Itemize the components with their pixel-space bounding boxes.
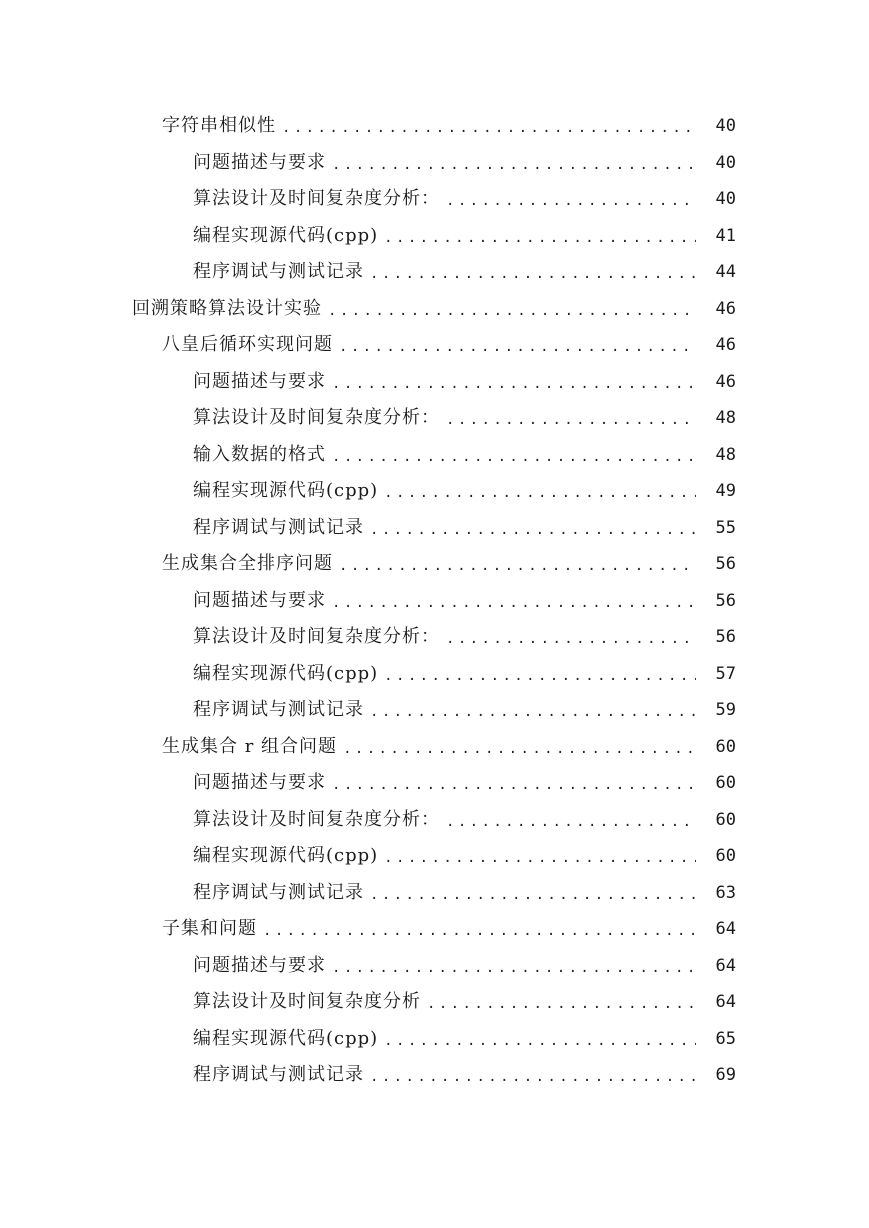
toc-entry[interactable] xyxy=(0,1057,869,1094)
toc-entry-title: 算法设计及时间复杂度分析： xyxy=(193,188,440,209)
dot-leader xyxy=(446,619,696,656)
toc-entry[interactable] xyxy=(0,583,869,620)
toc-entry[interactable] xyxy=(0,656,869,693)
toc-entry-page-number: 41 xyxy=(715,225,736,246)
toc-entry-page-number: 55 xyxy=(715,517,736,538)
toc-entry[interactable] xyxy=(0,181,869,218)
toc-entry-title: 子集和问题 xyxy=(162,918,257,939)
toc-entry-title: 生成集合 r 组合问题 xyxy=(162,735,338,757)
toc-entry[interactable] xyxy=(0,875,869,912)
toc-entry-title: 问题描述与要求 xyxy=(193,370,326,392)
toc-entry[interactable] xyxy=(0,984,869,1021)
toc-entry-page-number: 48 xyxy=(715,408,736,428)
dot-leader xyxy=(332,145,696,182)
toc-entry-page-number: 63 xyxy=(715,882,736,903)
toc-entry[interactable] xyxy=(0,619,869,656)
toc-entry[interactable] xyxy=(0,473,869,510)
toc-entry[interactable] xyxy=(0,364,869,401)
toc-entry-page-number: 40 xyxy=(715,189,736,209)
toc-entry-title: 算法设计及时间复杂度分析： xyxy=(193,626,440,647)
dot-leader xyxy=(328,291,696,328)
dot-leader xyxy=(332,948,696,985)
dot-leader xyxy=(282,108,696,145)
toc-entry[interactable] xyxy=(0,254,869,291)
dot-leader xyxy=(370,692,696,729)
toc-entry-title: 回溯策略算法设计实验 xyxy=(132,297,322,319)
toc-entry-title: 编程实现源代码(cpp) xyxy=(193,845,379,866)
toc-entry-page-number: 65 xyxy=(715,1028,736,1049)
toc-entry-page-number: 40 xyxy=(715,116,736,136)
dot-leader xyxy=(446,400,696,437)
dot-leader xyxy=(384,656,696,693)
dot-leader xyxy=(332,583,696,620)
dot-leader xyxy=(263,911,696,948)
toc-entry[interactable] xyxy=(0,802,869,839)
toc-entry-title: 问题描述与要求 xyxy=(193,954,326,976)
toc-entry-title: 程序调试与测试记录 xyxy=(193,699,364,720)
toc-entry-page-number: 56 xyxy=(715,590,736,611)
toc-entry-title: 字符串相似性 xyxy=(162,115,276,136)
toc-entry-title: 程序调试与测试记录 xyxy=(193,881,364,903)
toc-entry-page-number: 40 xyxy=(715,152,736,173)
dot-leader xyxy=(339,327,696,364)
toc-entry-page-number: 57 xyxy=(715,663,736,684)
toc-entry[interactable] xyxy=(0,911,869,948)
toc-entry-page-number: 59 xyxy=(715,700,736,720)
dot-leader xyxy=(446,181,696,218)
toc-entry-page-number: 60 xyxy=(715,736,736,757)
toc-entry-title: 编程实现源代码(cpp) xyxy=(193,662,379,684)
toc-entry-title: 算法设计及时间复杂度分析 xyxy=(193,991,421,1012)
toc-entry-title: 程序调试与测试记录 xyxy=(193,261,364,282)
toc-entry[interactable] xyxy=(0,1021,869,1058)
toc-entry[interactable] xyxy=(0,510,869,547)
toc-entry[interactable] xyxy=(0,145,869,182)
dot-leader xyxy=(370,1057,696,1094)
dot-leader xyxy=(384,838,696,875)
toc-entry-title: 算法设计及时间复杂度分析： xyxy=(193,808,440,830)
toc-entry-page-number: 64 xyxy=(715,955,736,976)
dot-leader xyxy=(370,254,696,291)
toc-entry-title: 生成集合全排序问题 xyxy=(162,553,333,574)
dot-leader xyxy=(332,437,696,474)
toc-entry-page-number: 60 xyxy=(715,846,736,866)
toc-entry-title: 问题描述与要求 xyxy=(193,772,326,793)
dot-leader xyxy=(384,218,696,255)
toc-entry-title: 问题描述与要求 xyxy=(193,151,326,173)
toc-entry[interactable] xyxy=(0,948,869,985)
toc-entry-page-number: 60 xyxy=(715,809,736,830)
toc-entry[interactable] xyxy=(0,327,869,364)
toc-entry-page-number: 69 xyxy=(715,1065,736,1085)
dot-leader xyxy=(343,729,696,766)
toc-entry-page-number: 46 xyxy=(715,371,736,392)
toc-entry[interactable] xyxy=(0,437,869,474)
dot-leader xyxy=(332,765,696,802)
toc-entry-title: 算法设计及时间复杂度分析： xyxy=(193,407,440,428)
toc-entry-page-number: 64 xyxy=(715,992,736,1012)
toc-entry-title: 程序调试与测试记录 xyxy=(193,1064,364,1085)
toc-entry-title: 编程实现源代码(cpp) xyxy=(193,224,379,246)
toc-entry-page-number: 44 xyxy=(715,262,736,282)
toc-entry-page-number: 48 xyxy=(715,444,736,465)
table-of-contents xyxy=(0,108,869,1094)
dot-leader xyxy=(332,364,696,401)
toc-entry[interactable] xyxy=(0,729,869,766)
toc-entry-title: 程序调试与测试记录 xyxy=(193,516,364,538)
dot-leader xyxy=(384,1021,696,1058)
toc-entry[interactable] xyxy=(0,400,869,437)
toc-entry-title: 编程实现源代码(cpp) xyxy=(193,1027,379,1049)
toc-entry[interactable] xyxy=(0,218,869,255)
toc-entry-page-number: 49 xyxy=(715,481,736,501)
toc-entry-page-number: 64 xyxy=(715,919,736,939)
dot-leader xyxy=(370,510,696,547)
toc-entry[interactable] xyxy=(0,108,869,145)
toc-entry-title: 编程实现源代码(cpp) xyxy=(193,480,379,501)
toc-entry-page-number: 56 xyxy=(715,627,736,647)
toc-entry-page-number: 46 xyxy=(715,298,736,319)
toc-entry[interactable] xyxy=(0,291,869,328)
dot-leader xyxy=(446,802,696,839)
toc-entry-title: 输入数据的格式 xyxy=(193,443,326,465)
dot-leader xyxy=(427,984,696,1021)
toc-entry-title: 问题描述与要求 xyxy=(193,589,326,611)
dot-leader xyxy=(384,473,696,510)
toc-entry[interactable] xyxy=(0,692,869,729)
toc-entry[interactable] xyxy=(0,546,869,583)
toc-entry-title: 八皇后循环实现问题 xyxy=(162,334,333,355)
dot-leader xyxy=(370,875,696,912)
toc-entry-page-number: 46 xyxy=(715,335,736,355)
toc-entry[interactable] xyxy=(0,765,869,802)
toc-entry-page-number: 56 xyxy=(715,554,736,574)
toc-entry[interactable] xyxy=(0,838,869,875)
toc-entry-page-number: 60 xyxy=(715,773,736,793)
dot-leader xyxy=(339,546,696,583)
